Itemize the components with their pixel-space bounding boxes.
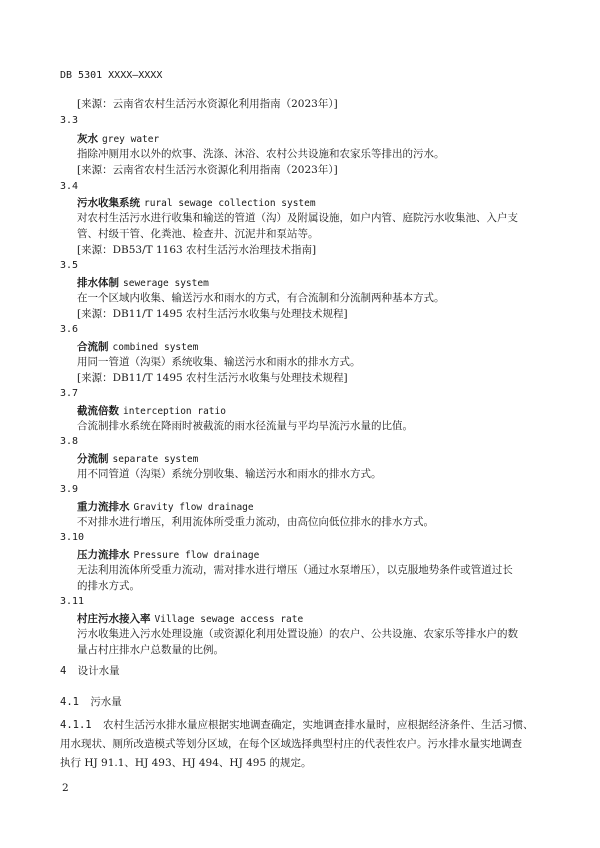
- source-reference: [来源：DB53/T 1163 农村生活污水治理技术指南]: [77, 244, 317, 256]
- term-cn: 灰水: [77, 133, 98, 145]
- term-definition: 对农村生活污水进行收集和输送的管道（沟）及附属设施，如户内管、庭院污水收集池、入户支: [77, 212, 518, 224]
- term-number: 3.8: [60, 436, 79, 447]
- term-number: 3.11: [60, 596, 85, 607]
- term-number: 3.4: [60, 181, 79, 192]
- term-cn: 压力流排水: [77, 549, 130, 561]
- term-cn: 排水体制: [77, 277, 119, 289]
- term-number: 3.7: [60, 388, 79, 399]
- term-definition: 管、村级干管、化粪池、检查井、沉泥井和泵站等。: [77, 228, 319, 240]
- subsection-title: 污水量: [90, 696, 122, 708]
- term-definition: 污水收集进入污水处理设施（或资源化利用处置设施）的农户、公共设施、农家乐等排水户的数: [77, 628, 518, 640]
- term-title: [77, 275, 209, 290]
- source-reference: [来源：DB11/T 1495 农村生活污水收集与处理技术规程]: [77, 372, 348, 384]
- term-cn: 村庄污水接入率: [77, 613, 151, 625]
- term-title: [77, 451, 198, 466]
- term-en: combined system: [112, 342, 199, 353]
- clause-text: 用水现状、厕所改造模式等划分区域，在每个区域选择典型村庄的代表性农户。污水排水量实地调查: [60, 738, 522, 750]
- term-en: Gravity flow drainage: [133, 502, 254, 513]
- term-cn: 重力流排水: [77, 501, 130, 513]
- term-en: grey water: [102, 134, 160, 145]
- term-number: 3.6: [60, 324, 79, 335]
- term-en: Village sewage access rate: [154, 614, 304, 625]
- source-reference: [来源：DB11/T 1495 农村生活污水收集与处理技术规程]: [77, 308, 348, 320]
- source-reference: [来源：云南省农村生活污水资源化利用指南（2023年）]: [77, 164, 338, 176]
- clause-number: 4.1.1: [60, 719, 92, 731]
- term-definition: 量占村庄排水户总数量的比例。: [77, 644, 224, 656]
- term-definition: 不对排水进行增压，利用流体所受重力流动，由高位向低位排水的排水方式。: [77, 516, 434, 528]
- term-definition: 用同一管道（沟渠）系统收集、输送污水和雨水的排水方式。: [77, 356, 361, 368]
- term-definition: 合流制排水系统在降雨时被截流的雨水径流量与平均旱流污水量的比值。: [77, 420, 413, 432]
- page-number: 2: [62, 782, 69, 794]
- subsection-number: 4.1: [60, 696, 79, 708]
- term-title: [77, 403, 226, 418]
- term-definition: 无法利用流体所受重力流动，需对排水进行增压（通过水泵增压），以克服地势条件或管道过长: [77, 564, 513, 576]
- term-title: [77, 195, 316, 210]
- term-title: [77, 339, 198, 354]
- term-title: [77, 547, 259, 562]
- term-number: 3.9: [60, 484, 79, 495]
- term-definition: 指除冲厕用水以外的炊事、洗涤、沐浴、农村公共设施和农家乐等排出的污水。: [77, 148, 445, 160]
- term-number: 3.3: [60, 115, 79, 126]
- term-en: separate system: [112, 454, 199, 465]
- term-en: sewerage system: [123, 278, 209, 289]
- term-cn: 截流倍数: [77, 405, 119, 417]
- term-en: interception ratio: [123, 406, 226, 417]
- section-number: 4: [60, 665, 67, 677]
- term-cn: 合流制: [77, 341, 109, 353]
- document-code-header: DB 5301 XXXX—XXXX: [60, 70, 163, 81]
- term-title: [77, 611, 303, 626]
- term-title: [77, 131, 159, 146]
- term-definition: 在一个区域内收集、输送污水和雨水的方式，有合流制和分流制两种基本方式。: [77, 292, 445, 304]
- term-definition: 的排水方式。: [77, 580, 140, 592]
- clause-text: 执行 HJ 91.1、HJ 493、HJ 494、HJ 495 的规定。: [60, 757, 312, 769]
- term-definition: 用不同管道（沟渠）系统分别收集、输送污水和雨水的排水方式。: [77, 468, 382, 480]
- term-title: [77, 499, 254, 514]
- source-reference: [来源：云南省农村生活污水资源化利用指南（2023年）]: [77, 98, 338, 110]
- term-en: Pressure flow drainage: [133, 550, 260, 561]
- clause-line: [60, 717, 533, 732]
- term-number: 3.10: [60, 532, 85, 543]
- term-en: rural sewage collection system: [144, 198, 316, 209]
- section-title: 设计水量: [77, 665, 120, 677]
- subsection-heading: [60, 694, 122, 709]
- term-cn: 分流制: [77, 453, 109, 465]
- term-cn: 污水收集系统: [77, 197, 140, 209]
- section-heading: [60, 663, 120, 678]
- term-number: 3.5: [60, 260, 79, 271]
- clause-text: 农村生活污水排水量应根据实地调查确定，实地调查排水量时，应根据经济条件、生活习惯、: [102, 719, 534, 731]
